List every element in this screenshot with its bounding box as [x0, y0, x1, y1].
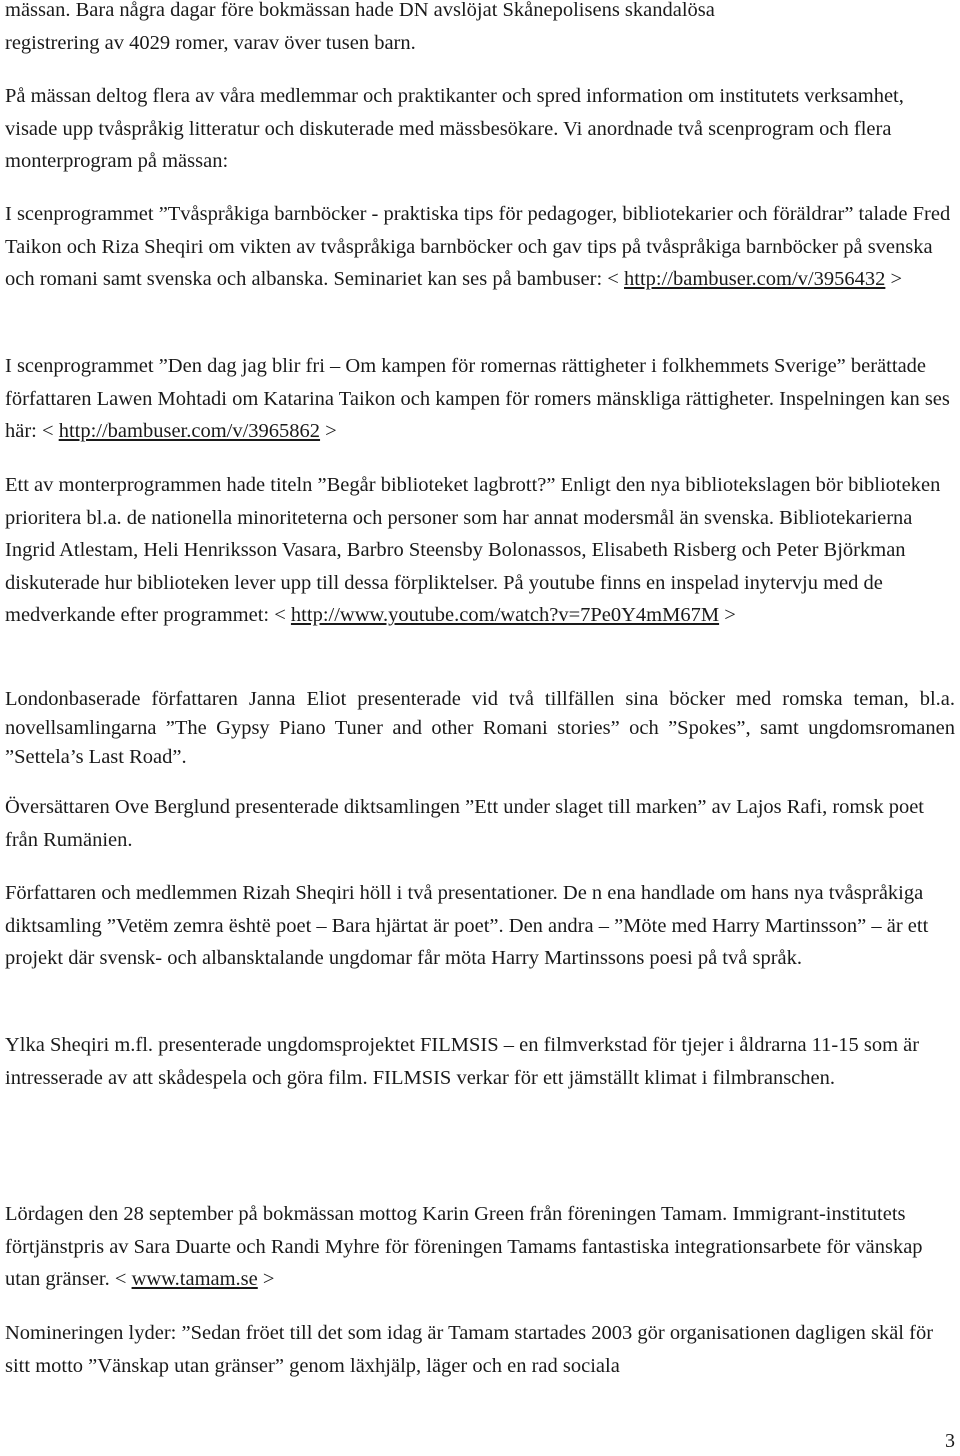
paragraph-scenprogram-2: [5, 350, 955, 448]
tamam-suffix: >: [257, 1268, 275, 1291]
monterprogram-text: Ett av monterprogrammen hade titeln ”Begår biblioteket lagbrott?” Enligt den nya bibliotekslagen bör biblioteken prioritera bl.a. de nationella minoriteterna och personer som har annat modersmål än svenska. Bibliotekarierna Ingrid Atlestam, Heli Henriksson Vasara, Barbro Steensby Bolonassos, Elisabeth Risberg och Peter Björkman diskuterade hur biblioteken lever upp till dessa förpliktelser. På youtube finns en inspelad inytervju med de medverkande efter programmet: <: [5, 474, 941, 627]
paragraph-mässan: [5, 80, 953, 178]
paragraph-ove-berglund: [5, 791, 955, 857]
intro-line-2: registrering av 4029 romer, varav över tusen barn.: [5, 31, 416, 54]
paragraph-monterprogram: [5, 469, 955, 632]
rizah-sheqiri-text: Författaren och medlemmen Rizah Sheqiri höll i två presentationer. De n ena handlade om hans nya tvåspråkiga diktsamling ”Vetëm zemra është poet – Bara hjärtat är poet”. Den andra – ”Möte med Harry Martinsson” – är ett projekt där svensk- och albansktalande ungdomar får möta Harry Martinssons poesi på två språk.: [5, 882, 929, 970]
tamam-link[interactable]: www.tamam.se: [131, 1268, 258, 1291]
monterprogram-suffix: >: [719, 604, 736, 627]
youtube-link[interactable]: http://www.youtube.com/watch?v=7Pe0Y4mM67M: [290, 604, 720, 627]
mässan-text-a: På mässan deltog flera av våra medlemmar och praktikanter och spred information om institutets verksamhet, visade upp tvåspråkig litteratur och diskuterade med mässbesökare.: [5, 85, 904, 140]
paragraph-scenprogram-1: [5, 198, 955, 296]
paragraph-intro: [5, 0, 955, 59]
scenprogram-2-suffix: >: [320, 420, 337, 443]
scenprogram-2-text: I scenprogrammet ”Den dag jag blir fri – Om kampen för romernas rättigheter i folkhemmets Sverige” berättade författaren Lawen Mohtadi om Katarina Taikon och kampen för romers mänskliga rättigheter. Inspelningen kan ses här: <: [5, 355, 950, 443]
paragraph-rizah-sheqiri: [5, 877, 955, 975]
bambuser-link-2[interactable]: http://bambuser.com/v/3965862: [58, 420, 321, 443]
paragraph-nominering: [5, 1317, 955, 1382]
paragraph-janna-eliot: [5, 685, 955, 772]
page-number: 3: [945, 1430, 955, 1452]
mässan-text-b: Vi anordnade två scenprogram och flera monterprogram på mässan:: [5, 117, 892, 173]
paragraph-tamam: [5, 1198, 955, 1296]
paragraph-filmsis: [5, 1029, 955, 1094]
janna-eliot-text: Londonbaserade författaren Janna Eliot presenterade vid två tillfällen sina böcker med romska teman, bl.a. novellsamlingarna ”The Gypsy Piano Tuner and other Romani stories” och ”Spokes”, samt ungdomsromanen ”Settela’s Last Road”.: [5, 688, 955, 768]
intro-line-1: mässan. Bara några dagar före bokmässan hade DN avslöjat Skånepolisens skandalösa: [5, 0, 715, 21]
scenprogram-1-suffix: >: [885, 268, 903, 291]
filmsis-text: Ylka Sheqiri m.fl. presenterade ungdomsprojektet FILMSIS – en filmverkstad för tjejer i åldrarna 11-15 som är intresserade av att skådespela och göra film. FILMSIS verkar för ett jämställt klimat i filmbranschen.: [5, 1034, 920, 1089]
ove-berglund-text: Översättaren Ove Berglund presenterade diktsamlingen ”Ett under slaget till marken” av Lajos Rafi, romsk poet från Rumänien.: [5, 796, 924, 851]
tamam-text: Lördagen den 28 september på bokmässan mottog Karin Green från föreningen Tamam. Immigrant-institutets förtjänstpris av Sara Duarte och Randi Myhre för föreningen Tamams fantastiska integrationsarbete för vänskap utan gränser. <: [5, 1203, 923, 1291]
bambuser-link-1[interactable]: http://bambuser.com/v/3956432: [624, 268, 886, 291]
scenprogram-1-text: I scenprogrammet ”Tvåspråkiga barnböcker - praktiska tips för pedagoger, bibliotekarier och föräldrar” talade Fred Taikon och Riza Sheqiri om vikten av tvåspråkiga barnböcker och gav tips på tvåspråkiga barnböcker på svenska och romani samt svenska och albanska. Seminariet kan ses på bambuser: <: [5, 203, 951, 291]
nominering-text: Nomineringen lyder: ”Sedan fröet till det som idag är Tamam startades 2003 gör organisationen dagligen skäl för sitt motto ”Vänskap utan gränser” genom läxhjälp, läger och en rad sociala: [5, 1322, 934, 1377]
